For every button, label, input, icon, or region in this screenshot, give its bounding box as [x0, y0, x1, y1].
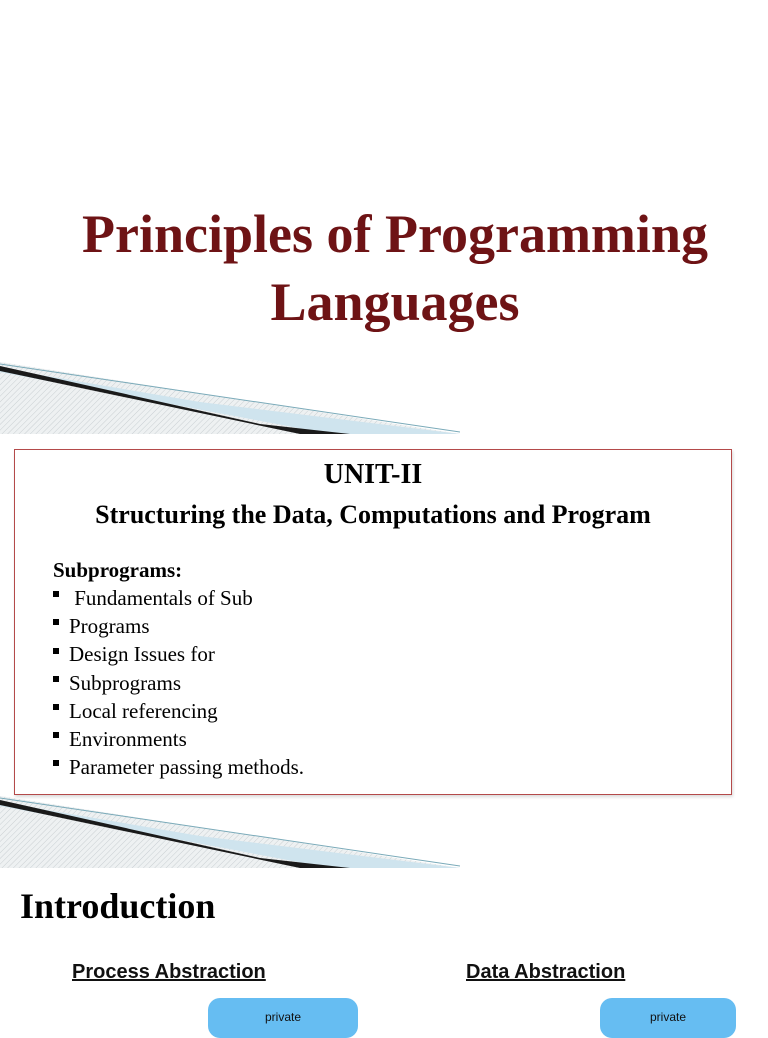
unit-content-box — [14, 449, 732, 795]
square-bullet-icon — [53, 648, 59, 654]
list-item: Environments — [53, 725, 304, 753]
square-bullet-icon — [53, 591, 59, 597]
decorative-swoosh-band — [0, 362, 460, 434]
list-item: Parameter passing methods. — [53, 753, 304, 781]
slide-title-line-2: Languages — [270, 272, 520, 332]
topics-list — [53, 584, 304, 781]
slide-title — [30, 200, 760, 336]
slide-title-line-1: Principles of Programming — [82, 204, 708, 264]
process-abstraction-title: Process Abstraction — [72, 961, 266, 983]
square-bullet-icon — [53, 619, 59, 625]
decorative-swoosh-band — [0, 796, 460, 868]
list-item: Fundamentals of Sub — [53, 584, 304, 612]
data-private-pill: private — [600, 998, 736, 1038]
square-bullet-icon — [53, 704, 59, 710]
data-abstraction-title: Data Abstraction — [466, 961, 626, 983]
list-item: Programs — [53, 612, 304, 640]
process-private-pill: private — [208, 998, 358, 1038]
square-bullet-icon — [53, 676, 59, 682]
list-item: Local referencing — [53, 697, 304, 725]
list-item: Subprograms — [53, 669, 304, 697]
introduction-heading: Introduction — [20, 886, 216, 926]
list-item: Design Issues for — [53, 640, 304, 668]
square-bullet-icon — [53, 732, 59, 738]
topics-label: Subprograms: — [53, 558, 183, 582]
unit-subheading: Structuring the Data, Computations and Program — [95, 500, 651, 529]
square-bullet-icon — [53, 760, 59, 766]
unit-heading: UNIT-II — [323, 459, 423, 490]
